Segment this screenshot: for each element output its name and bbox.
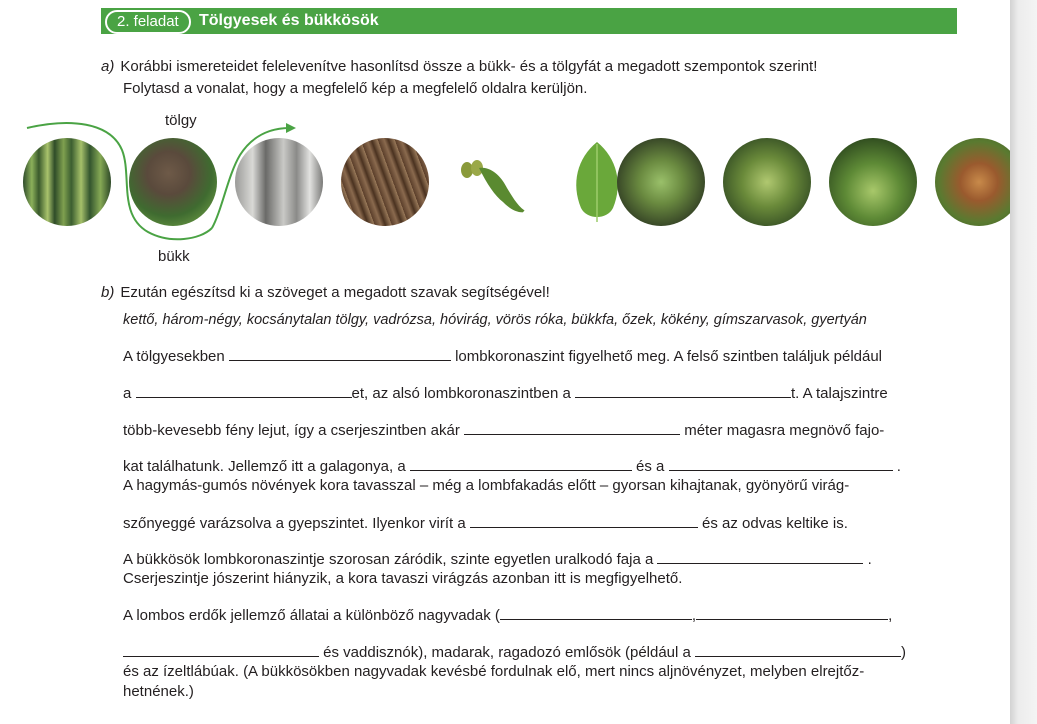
blank-2[interactable] bbox=[136, 383, 352, 398]
text-row: Cserjeszintje jószerint hiányzik, a kora tavaszi virágzás azonban itt is megfigyelhető. bbox=[123, 570, 683, 587]
beech-bud-photo bbox=[617, 138, 705, 226]
text-row bbox=[123, 383, 888, 404]
task-header bbox=[101, 8, 957, 34]
row-text: ) bbox=[901, 644, 907, 661]
acorn-photo bbox=[829, 138, 917, 226]
row-text: t. A talajszintre bbox=[790, 385, 888, 402]
text-row bbox=[123, 456, 901, 477]
row-text: A tölgyesekben bbox=[123, 348, 225, 365]
label-bukk: bükk bbox=[158, 248, 190, 265]
blank-6[interactable] bbox=[669, 456, 893, 471]
text-row bbox=[123, 420, 884, 441]
oak-trunk-photo bbox=[129, 138, 217, 226]
blank-3[interactable] bbox=[575, 383, 791, 398]
oak-flower-photo bbox=[723, 138, 811, 226]
row-text: a bbox=[123, 385, 132, 402]
row-text: és az odvas keltike is. bbox=[702, 515, 848, 532]
part-a-line2: Folytasd a vonalat, hogy a megfelelő kép a megfelelő oldalra kerüljön. bbox=[123, 80, 588, 97]
row-text: A lombos erdők jellemző állatai a különböző nagyvadak ( bbox=[123, 607, 500, 624]
text-row bbox=[123, 642, 906, 663]
blank-7[interactable] bbox=[470, 513, 698, 528]
row-text: és vaddisznók), madarak, ragadozó emlősök (például a bbox=[323, 644, 691, 661]
text-row: és az ízeltlábúak. (A bükkösökben nagyvadak kevésbé fordulnak elő, mert nincs aljnövényzet, melyben elrejtőz- bbox=[123, 663, 865, 680]
task-title: Tölgyesek és bükkösök bbox=[199, 12, 379, 29]
part-b-marker: b) bbox=[101, 284, 115, 301]
task-number-badge: 2. feladat bbox=[105, 10, 191, 34]
part-a-line1: Korábbi ismereteidet felelevenítve hasonlítsd össze a bükk- és a tölgyfát a megadott szempontok szerint! bbox=[120, 58, 818, 75]
blank-5[interactable] bbox=[410, 456, 632, 471]
row-text: et, az alsó lombkoronaszintben a bbox=[351, 385, 571, 402]
blank-8[interactable] bbox=[657, 549, 863, 564]
label-tolgy: tölgy bbox=[165, 112, 197, 129]
blank-12[interactable] bbox=[695, 642, 901, 657]
text-row bbox=[123, 513, 848, 534]
forest-photo bbox=[23, 138, 111, 226]
oak-leaf-acorn-photo bbox=[447, 138, 535, 226]
beech-bark-photo bbox=[235, 138, 323, 226]
row-text: lombkoronaszint figyelhető meg. A felső szintben találjuk például bbox=[455, 348, 883, 365]
part-a-instruction bbox=[101, 57, 817, 77]
text-row bbox=[123, 605, 892, 626]
row-text: méter magasra megnövő fajo- bbox=[684, 422, 885, 439]
text-row bbox=[123, 549, 872, 570]
blank-11[interactable] bbox=[123, 642, 319, 657]
row-text: kat találhatunk. Jellemző itt a galagonya, a bbox=[123, 458, 406, 475]
row-text: , bbox=[888, 607, 893, 624]
part-b-instruction-text: Ezután egészítsd ki a szöveget a megadott szavak segítségével! bbox=[120, 284, 550, 301]
part-b-instruction bbox=[101, 283, 550, 303]
oak-bark-photo bbox=[341, 138, 429, 226]
text-row: A hagymás-gumós növények kora tavasszal – még a lombfakadás előtt – gyorsan kihajtanak, gyönyörű virág- bbox=[123, 477, 850, 494]
row-text: . bbox=[867, 551, 872, 568]
text-row: hetnének.) bbox=[123, 683, 194, 700]
page-edge bbox=[1010, 0, 1037, 724]
blank-4[interactable] bbox=[464, 420, 680, 435]
row-text: szőnyeggé varázsolva a gyepszintet. Ilyenkor virít a bbox=[123, 515, 466, 532]
text-row bbox=[123, 346, 882, 367]
blank-10[interactable] bbox=[696, 605, 888, 620]
blank-9[interactable] bbox=[500, 605, 692, 620]
row-text: , bbox=[691, 607, 697, 624]
part-a-marker: a) bbox=[101, 58, 115, 75]
row-text: . bbox=[896, 458, 901, 475]
row-text: A bükkösök lombkoronaszintje szorosan záródik, szinte egyetlen uralkodó faja a bbox=[123, 551, 654, 568]
row-text: több-kevesebb fény lejut, így a cserjeszintben akár bbox=[123, 422, 460, 439]
row-text: és a bbox=[636, 458, 665, 475]
word-bank: kettő, három-négy, kocsánytalan tölgy, vadrózsa, hóvirág, vörös róka, bükkfa, őzek, kökény, gímszarvasok, gyertyán bbox=[123, 312, 867, 328]
blank-1[interactable] bbox=[229, 346, 451, 361]
